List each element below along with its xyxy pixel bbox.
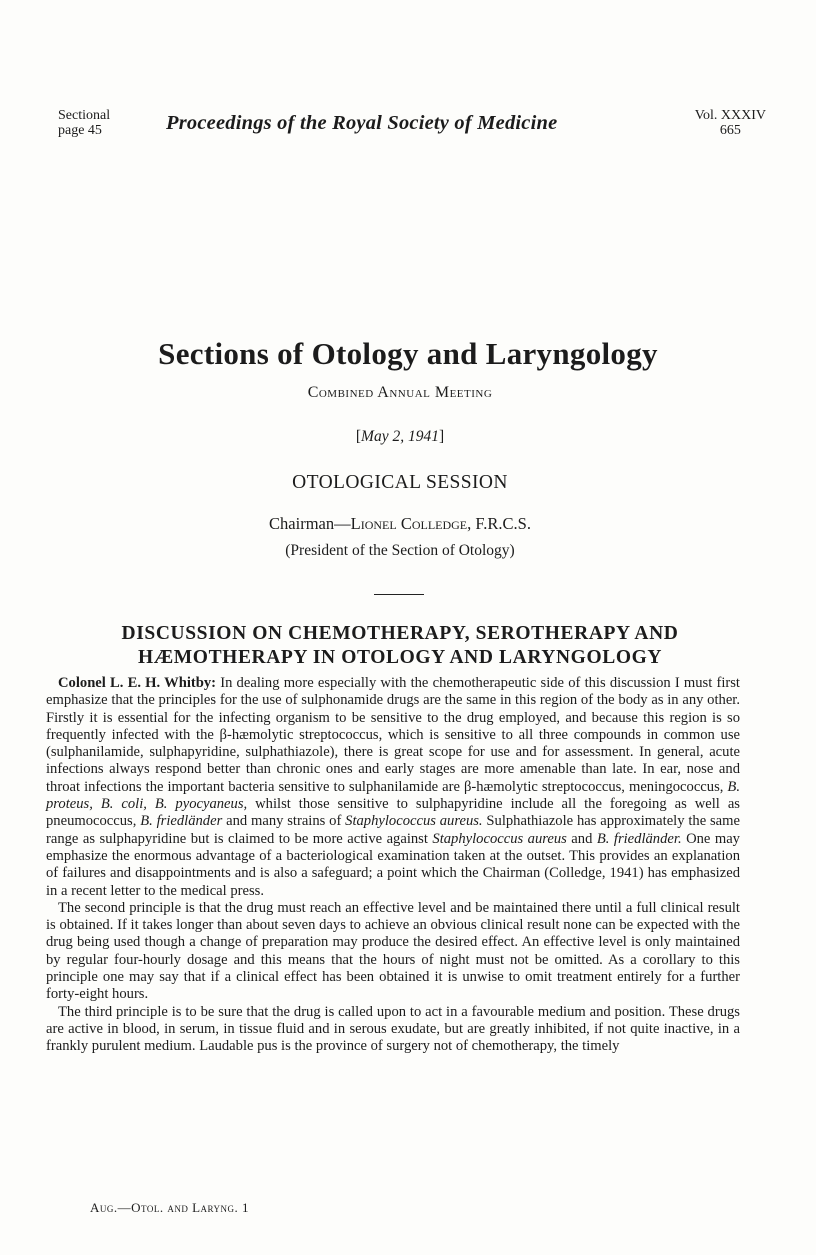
journal-title: Proceedings of the Royal Society of Medicine xyxy=(166,112,558,134)
chairman-line xyxy=(0,514,800,534)
meeting-subtitle: Combined Annual Meeting xyxy=(307,384,493,401)
article-body xyxy=(46,675,740,1056)
discussion-title-line1: DISCUSSION ON CHEMOTHERAPY, SEROTHERAPY AND xyxy=(121,623,679,644)
sectional-label: Sectional xyxy=(58,108,111,123)
chairman-suffix: , F.R.C.S. xyxy=(467,514,531,533)
meeting-date: [May 2, 1941] xyxy=(355,428,445,445)
volume-label: Vol. XXXIV xyxy=(694,108,766,123)
paragraph-3: The third principle is to be sure that the drug is called upon to act in a favourable medium and position. These drugs are active in blood, in serum, in tissue fluid and in serous exudate, but are greatly inhibited, if not quite inactive, in a frankly purulent medium. Laudable pus is the province of surgery not of chemotherapy, the timely xyxy=(46,1003,740,1055)
p1-italic-3: Staphylococcus aureus. xyxy=(345,813,483,830)
section-divider xyxy=(374,594,424,595)
page-number: 665 xyxy=(719,123,741,138)
paragraph-2: The second principle is that the drug must reach an effective level and be maintained there until a full clinical result is obtained. If it takes longer than about seven days to achieve an obvious clinical result none can be expected with the drug being used though a change of preparation may produce the desired effect. An effective level is only maintained by regular four-hourly dosage and this means that the hours of night must not be omitted. As a corollary to this principle one may say that if a clinical effect has been obtained it is unwise to omit treatment entirely for a further forty-eight hours. xyxy=(46,899,740,1003)
p1-italic-4: Staphylococcus aureus xyxy=(432,830,567,847)
volume-page-label xyxy=(695,108,766,138)
chairman-prefix: Chairman— xyxy=(269,514,351,533)
session-title: OTOLOGICAL SESSION xyxy=(292,472,508,493)
p1-text-b: whilst those sensitive to sulphapyridine include all the foregoing as well as pneumococcus, xyxy=(46,796,740,830)
paragraph-1 xyxy=(46,675,740,900)
discussion-title xyxy=(0,622,800,670)
sectional-page-label xyxy=(58,108,110,138)
p1-italic-5: B. friedländer. xyxy=(596,830,682,847)
section-title: Sections of Otology and Laryngology xyxy=(158,336,658,371)
p1-text-d: Sulphathiazole has approximately the same range as sulphapyridine but is claimed to be more active against xyxy=(46,813,740,847)
discussion-title-line2: HÆMOTHERAPY IN OTOLOGY AND LARYNGOLOGY xyxy=(137,647,663,668)
page-footer: Aug.—Otol. and Laryng. 1 xyxy=(90,1200,250,1215)
p1-text-e: and xyxy=(566,830,597,847)
president-line: (President of the Section of Otology) xyxy=(285,542,515,559)
speaker-name: Colonel L. E. H. Whitby: xyxy=(58,675,217,691)
p1-text-a: In dealing more especially with the chemotherapeutic side of this discussion I must first emphasize that the principles for the use of sulphonamide drugs are the same in this region of the body as in any other. Firstly it is essential for the infecting organism to be sensitive to the drug employed, and because this region is so frequently infected with the β-hæmolytic streptococcus, which is sensitive to all three compounds in common use (sulphanilamide, sulphapyridine, sulphathiazole), there is great scope for use and for assessment. In general, acute infections always respond better than chronic ones and early stages are more amenable than late. In ear, nose and throat infections the important bacteria sensitive to sulphanilamide are β-hæmolytic streptococcus, meningococcus, xyxy=(46,675,740,795)
running-header xyxy=(58,108,766,148)
p1-text-f: One may emphasize the enormous advantage of a bacteriological examination taken at the outset. This provides an explanation of failures and disappointments and is also a safeguard; a point which the Chairman (Colledge, 1941) has emphasized in a recent letter to the medical press. xyxy=(46,830,740,899)
sectional-page-number: page 45 xyxy=(58,123,102,138)
p1-italic-1: B. proteus, B. coli, B. pyocyaneus, xyxy=(46,778,740,813)
p1-text-c: and many strains of xyxy=(222,813,346,830)
chairman-name: Lionel Colledge xyxy=(350,514,468,533)
p1-italic-2: B. friedländer xyxy=(140,813,223,830)
meeting-date-text: May 2, 1941 xyxy=(361,428,439,445)
